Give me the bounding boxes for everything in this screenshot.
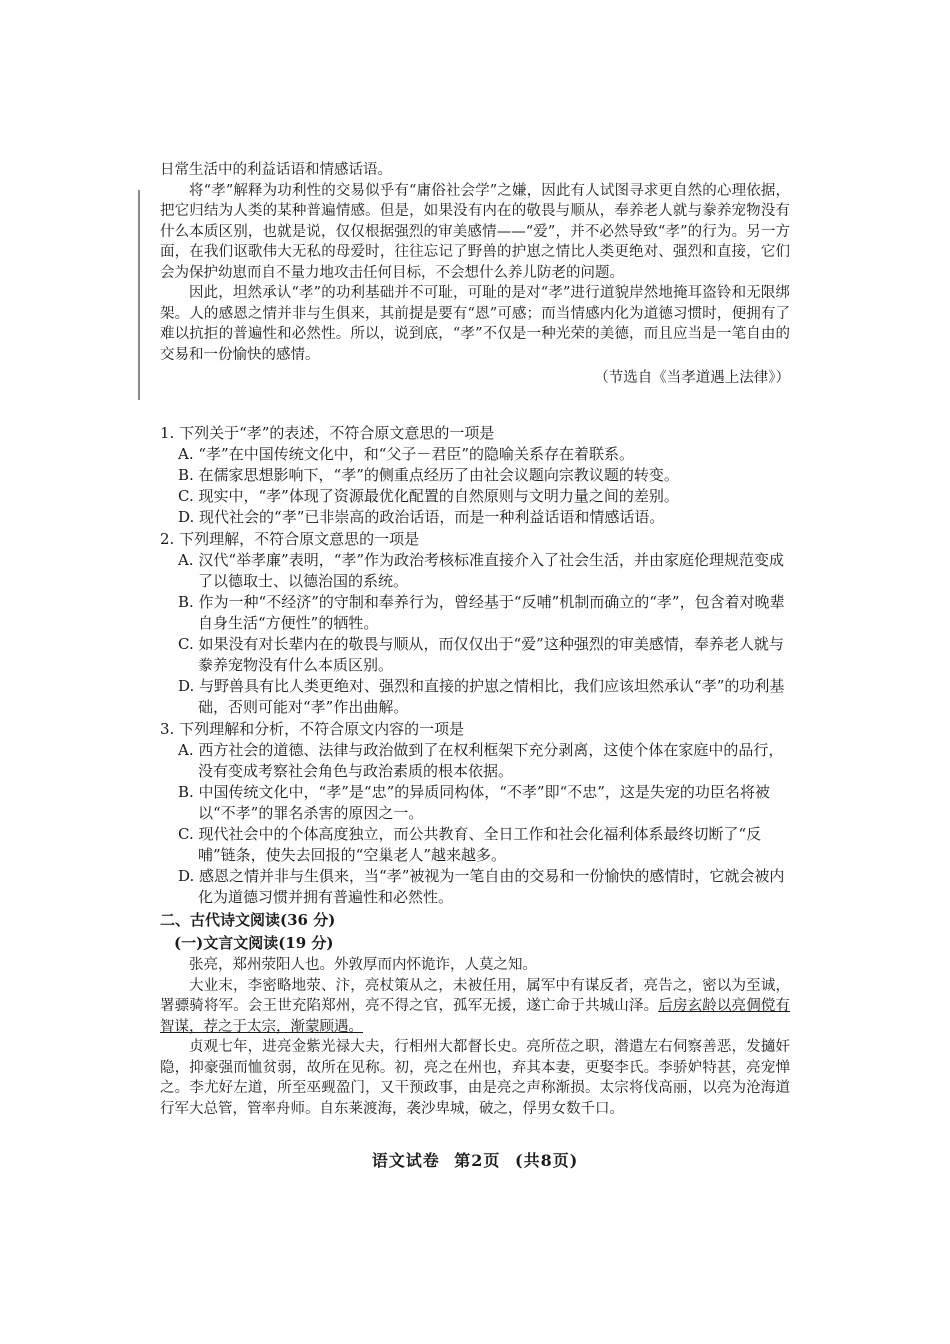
classical-paragraph-3: 贞观七年，进亮金紫光禄大夫，行相州大都督长史。亮所莅之职，潜遣左右伺察善恶，发擿奸隐，抑豪强而恤贫弱，故所在见称。初，亮之在州也，弃其本妻，更娶李氏。李骄妒特甚，亮宠惮之。李尤好左道，所至巫觋盈门，又干预政事，由是亮之声称渐损。太宗将伐高丽，以亮为沧海道行军大总管，管率舟师。自东莱渡海，袭沙卑城，破之，俘男女数千口。: [160, 1039, 790, 1117]
option-a: A. 西方社会的道德、法律与政治做到了在权利框架下充分剥离，这使个体在家庭中的品行，没有变成考察社会角色与政治素质的根本依据。: [178, 741, 784, 780]
footer-page-number: 第2页: [454, 1151, 501, 1170]
question-stem: 1. 下列关于“孝”的表述，不符合原文意思的一项是: [160, 424, 495, 442]
subsection-heading: (一)文言文阅读(19 分): [174, 934, 334, 952]
page-footer: [0, 1148, 950, 1171]
option-a: A. “孝”在中国传统文化中，和“父子－君臣”的隐喻关系存在着联系。: [178, 445, 635, 463]
question-2: [160, 529, 790, 718]
classical-text: 大业末，李密略地荥、汴，亮杖策从之，未被任用，属军中有谋反者，亮告之，密以为至诚，署骠骑将军。会王世充陷郑州，亮不得之官，孤军无援，遂亡命于共城山泽。: [160, 977, 790, 1014]
questions-block: [160, 422, 790, 1119]
question-stem: 2. 下列理解，不符合原文意思的一项是: [160, 530, 420, 548]
option-d: D. 与野兽具有比人类更绝对、强烈和直接的护崽之情相比，我们应该坦然承认“孝”的功利基础，否则可能对“孝”作出曲解。: [178, 677, 785, 716]
article-paragraph-2: 因此，坦然承认“孝”的功利基础并不可耻，可耻的是对“孝”进行道貌岸然地掩耳盗铃和无限绑架。人的感恩之情并非与生俱来，其前提是要有“恩”可感；而当情感内化为道德习惯时，便拥有了难以抗拒的普遍性和必然性。所以，说到底，“孝”不仅是一种光荣的美德，而且应当是一笔自由的交易和一份愉快的感情。: [160, 285, 790, 363]
article-source: （节选自《当孝道遇上法律》）: [594, 370, 790, 386]
option-b: B. 作为一种“不经济”的守制和奉养行为，曾经基于“反哺”机制而确立的“孝”，包含着对晚辈自身生活“方便性”的牺牲。: [178, 593, 785, 632]
option-b: B. 在儒家思想影响下，“孝”的侧重点经历了由社会议题向宗教议题的转变。: [178, 466, 679, 484]
underlined-sentence: 后房玄龄以亮倜傥有智谋，荐之于太宗，渐蒙顾遇。: [160, 998, 791, 1035]
question-1: [160, 423, 790, 528]
footer-total-pages: (共8页): [515, 1151, 579, 1170]
question-3: [160, 719, 790, 908]
option-a: A. 汉代“举孝廉”表明，“孝”作为政治考核标准直接介入了社会生活，并由家庭伦理规范变成了以德取士、以德治国的系统。: [178, 551, 785, 590]
article-paragraph-1: 将“孝”解释为功利性的交易似乎有“庸俗社会学”之嫌，因此有人试图寻求更自然的心理依据，把它归结为人类的某种普遍情感。但是，如果没有内在的敬畏与顺从，奉养老人就与豢养宠物没有什么本质区别，也就是说，仅仅根据强烈的审美感情——“爱”，并不必然导致“孝”的行为。另一方面，在我们讴歌伟大无私的母爱时，往往忘记了野兽的护崽之情比人类更绝对、强烈和直接，它们会为保护幼崽而自不量力地攻击任何目标，不会想什么养儿防老的问题。: [160, 182, 790, 281]
option-d: D. 现代社会的“孝”已非崇高的政治话语，而是一种利益话语和情感话语。: [178, 508, 665, 526]
option-c: C. 现代社会中的个体高度独立，而公共教育、全日工作和社会化福利体系最终切断了“反哺”链条，使失去回报的“空巢老人”越来越多。: [178, 825, 762, 864]
option-c: C. 如果没有对长辈内在的敬畏与顺从，而仅仅出于“爱”这种强烈的审美感情，奉养老人就与豢养宠物没有什么本质区别。: [178, 635, 784, 674]
article-paragraph-0: 日常生活中的利益话语和情感话语。: [160, 162, 392, 178]
classical-paragraph-2: [160, 976, 790, 1038]
margin-line: [138, 190, 140, 400]
option-b: B. 中国传统文化中，“孝”是“忠”的异质同构体，“不孝”即“不忠”，这是失宠的功臣名将被以“不孝”的罪名杀害的原因之一。: [178, 783, 770, 822]
option-d: D. 感恩之情并非与生俱来，当“孝”被视为一笔自由的交易和一份愉快的感情时，它就会被内化为道德习惯并拥有普遍性和必然性。: [178, 867, 785, 906]
footer-subject: 语文试卷: [371, 1151, 440, 1170]
section-heading: 二、古代诗文阅读(36 分): [160, 911, 336, 929]
classical-paragraph-1: 张亮，郑州荥阳人也。外敦厚而内怀诡诈，人莫之知。: [189, 957, 537, 973]
article-text: [160, 160, 790, 391]
question-stem: 3. 下列理解和分析，不符合原文内容的一项是: [160, 720, 465, 738]
option-c: C. 现实中，“孝”体现了资源最优化配置的自然原则与文明力量之间的差别。: [178, 487, 679, 505]
